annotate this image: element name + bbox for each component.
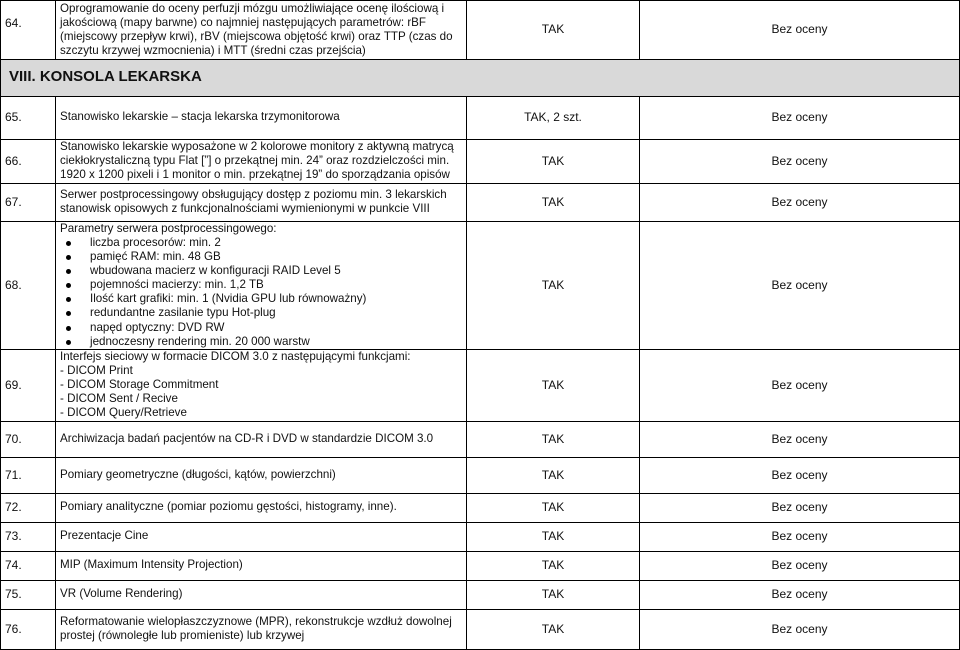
- row-evaluation: Bez oceny: [640, 139, 960, 183]
- row-requirement: TAK: [467, 221, 640, 349]
- row-description: Prezentacje Cine: [56, 522, 467, 551]
- row-description: [56, 349, 467, 421]
- row-description: Pomiary analityczne (pomiar poziomu gęstości, histogramy, inne).: [56, 493, 467, 522]
- section-header-row: [1, 59, 960, 96]
- row-description: Serwer postprocessingowy obsługujący dostęp z poziomu min. 3 lekarskich stanowisk opisowych z funkcjonalnościami wymienionymi w punkcie VIII: [56, 183, 467, 221]
- parameters-intro: Parametry serwera postprocessingowego:: [60, 221, 277, 235]
- row-description: Oprogramowanie do oceny perfuzji mózgu umożliwiające ocenę ilościową i jakościową (mapy barwne) co najmniej następujących parametrów: rBF (miejscowy przepływ krwi), rBV (miejscowa objętość krwi) oraz TTP (czas do szczytu krzywej wzmocnienia) i MTT (średni czas przejścia): [56, 1, 467, 60]
- table-row: [1, 551, 960, 580]
- row-number: 71.: [1, 457, 56, 493]
- table-row: [1, 609, 960, 649]
- section-title: VIII. KONSOLA LEKARSKA: [1, 59, 960, 96]
- row-number: 67.: [1, 183, 56, 221]
- list-item: liczba procesorów: min. 2: [60, 236, 462, 250]
- row-requirement: TAK: [467, 580, 640, 609]
- list-item: pojemności macierzy: min. 1,2 TB: [60, 278, 462, 292]
- table-row: [1, 522, 960, 551]
- table-row: [1, 1, 960, 60]
- list-item: Ilość kart grafiki: min. 1 (Nvidia GPU lub równoważny): [60, 292, 462, 306]
- row-requirement: TAK: [467, 349, 640, 421]
- row-evaluation: Bez oceny: [640, 1, 960, 60]
- row-number: 68.: [1, 221, 56, 349]
- row-evaluation: Bez oceny: [640, 551, 960, 580]
- row-requirement: TAK: [467, 139, 640, 183]
- row-requirement: TAK: [467, 457, 640, 493]
- row-requirement: TAK, 2 szt.: [467, 96, 640, 139]
- row-number: 76.: [1, 609, 56, 649]
- row-number: 66.: [1, 139, 56, 183]
- table-row: [1, 349, 960, 421]
- row-number: 65.: [1, 96, 56, 139]
- row-number: 72.: [1, 493, 56, 522]
- row-evaluation: Bez oceny: [640, 349, 960, 421]
- row-description: Archiwizacja badań pacjentów na CD-R i DVD w standardzie DICOM 3.0: [56, 421, 467, 457]
- row-evaluation: Bez oceny: [640, 96, 960, 139]
- row-description: Stanowisko lekarskie – stacja lekarska trzymonitorowa: [56, 96, 467, 139]
- row-requirement: TAK: [467, 522, 640, 551]
- dicom-function-line: - DICOM Query/Retrieve: [60, 406, 187, 420]
- row-description: VR (Volume Rendering): [56, 580, 467, 609]
- dicom-function-line: - DICOM Storage Commitment: [60, 378, 219, 392]
- row-evaluation: Bez oceny: [640, 493, 960, 522]
- table-row: [1, 96, 960, 139]
- row-requirement: TAK: [467, 493, 640, 522]
- table-row: [1, 493, 960, 522]
- row-description: Stanowisko lekarskie wyposażone w 2 kolorowe monitory z aktywną matrycą ciekłokrystaliczną typu Flat [”] o przekątnej min. 24” oraz rozdzielczości min. 1920 x 1200 pixeli i 1 monitor o min. przekątnej 19” do sporządzania opisów: [56, 139, 467, 183]
- list-item: wbudowana macierz w konfiguracji RAID Level 5: [60, 264, 462, 278]
- table-row: [1, 421, 960, 457]
- row-number: 70.: [1, 421, 56, 457]
- table-row: [1, 221, 960, 349]
- row-evaluation: Bez oceny: [640, 221, 960, 349]
- row-requirement: TAK: [467, 421, 640, 457]
- table-row: [1, 457, 960, 493]
- row-number: 74.: [1, 551, 56, 580]
- row-evaluation: Bez oceny: [640, 522, 960, 551]
- row-requirement: TAK: [467, 183, 640, 221]
- row-evaluation: Bez oceny: [640, 580, 960, 609]
- dicom-interface-line: Interfejs sieciowy w formacie DICOM 3.0 z następującymi funkcjami:: [60, 349, 411, 363]
- row-evaluation: Bez oceny: [640, 421, 960, 457]
- row-description: Reformatowanie wielopłaszczyznowe (MPR), rekonstrukcje wzdłuż dowolnej prostej (równoległe lub promieniste) lub krzywej: [56, 609, 467, 649]
- row-number: 73.: [1, 522, 56, 551]
- parameter-list: [60, 236, 462, 349]
- row-requirement: TAK: [467, 1, 640, 60]
- row-description: [56, 221, 467, 349]
- row-evaluation: Bez oceny: [640, 457, 960, 493]
- row-evaluation: Bez oceny: [640, 183, 960, 221]
- list-item: pamięć RAM: min. 48 GB: [60, 250, 462, 264]
- table-row: [1, 580, 960, 609]
- row-number: 64.: [1, 1, 56, 60]
- row-number: 75.: [1, 580, 56, 609]
- table-row: [1, 183, 960, 221]
- row-requirement: TAK: [467, 609, 640, 649]
- dicom-function-line: - DICOM Print: [60, 363, 133, 377]
- row-evaluation: Bez oceny: [640, 609, 960, 649]
- list-item: jednoczesny rendering min. 20 000 warstw: [60, 335, 462, 349]
- row-number: 69.: [1, 349, 56, 421]
- dicom-function-line: - DICOM Sent / Recive: [60, 392, 178, 406]
- table-row: [1, 139, 960, 183]
- list-item: redundantne zasilanie typu Hot-plug: [60, 306, 462, 320]
- row-requirement: TAK: [467, 551, 640, 580]
- row-description: MIP (Maximum Intensity Projection): [56, 551, 467, 580]
- row-description: Pomiary geometryczne (długości, kątów, powierzchni): [56, 457, 467, 493]
- list-item: napęd optyczny: DVD RW: [60, 321, 462, 335]
